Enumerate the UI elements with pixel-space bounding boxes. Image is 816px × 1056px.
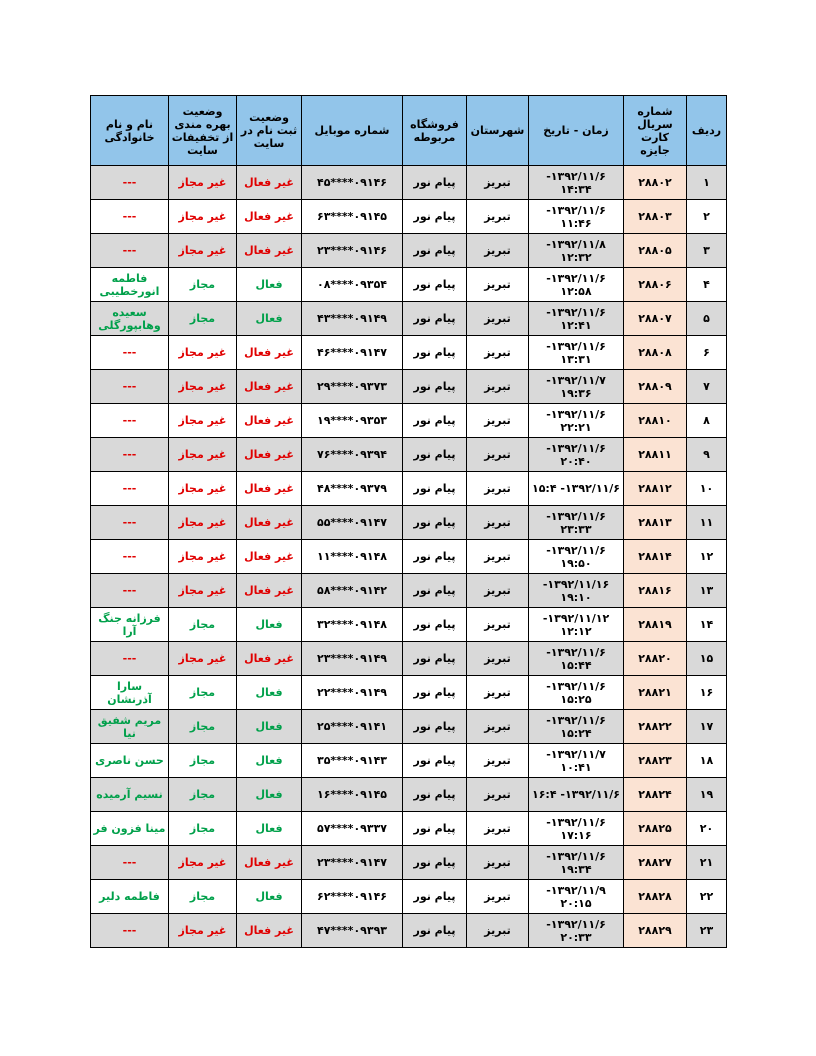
cell-row-number: ۱۵ — [687, 642, 727, 676]
prize-card-table — [90, 95, 727, 948]
cell-serial: ۲۸۸۲۲ — [624, 710, 687, 744]
cell-row-number: ۲ — [687, 200, 727, 234]
cell-serial: ۲۸۸۱۴ — [624, 540, 687, 574]
cell-city: تبریز — [467, 506, 529, 540]
cell-mobile: ۰۹۱۴۵****۶۳ — [302, 200, 403, 234]
cell-serial: ۲۸۸۲۳ — [624, 744, 687, 778]
cell-serial: ۲۸۸۲۸ — [624, 880, 687, 914]
cell-store: پیام نور — [403, 404, 467, 438]
cell-row-number: ۱ — [687, 166, 727, 200]
cell-register-status: غیر فعال — [237, 472, 302, 506]
cell-register-status: غیر فعال — [237, 200, 302, 234]
table-row — [91, 438, 727, 472]
cell-benefit-status: غیر مجاز — [169, 166, 237, 200]
table-row — [91, 914, 727, 948]
cell-full-name: --- — [91, 506, 169, 540]
cell-benefit-status: غیر مجاز — [169, 472, 237, 506]
cell-mobile: ۰۹۱۴۳****۳۵ — [302, 744, 403, 778]
cell-register-status: فعال — [237, 302, 302, 336]
cell-mobile: ۰۹۱۴۶****۴۵ — [302, 166, 403, 200]
cell-mobile: ۰۹۱۴۸****۱۱ — [302, 540, 403, 574]
cell-register-status: غیر فعال — [237, 540, 302, 574]
cell-register-status: غیر فعال — [237, 506, 302, 540]
cell-mobile: ۰۹۳۳۷****۵۷ — [302, 812, 403, 846]
cell-store: پیام نور — [403, 540, 467, 574]
table-row — [91, 608, 727, 642]
cell-serial: ۲۸۸۰۵ — [624, 234, 687, 268]
cell-datetime: ۱۳۹۲/۱۱/۶- ۱۹:۵۰ — [529, 540, 624, 574]
cell-store: پیام نور — [403, 812, 467, 846]
cell-store: پیام نور — [403, 200, 467, 234]
cell-serial: ۲۸۸۱۰ — [624, 404, 687, 438]
cell-row-number: ۶ — [687, 336, 727, 370]
cell-row-number: ۱۹ — [687, 778, 727, 812]
cell-register-status: غیر فعال — [237, 404, 302, 438]
cell-benefit-status: غیر مجاز — [169, 200, 237, 234]
cell-register-status: غیر فعال — [237, 914, 302, 948]
cell-datetime: ۱۳۹۲/۱۱/۶- ۱۶:۴ — [529, 778, 624, 812]
cell-register-status: فعال — [237, 812, 302, 846]
cell-store: پیام نور — [403, 676, 467, 710]
table-row — [91, 268, 727, 302]
cell-benefit-status: غیر مجاز — [169, 438, 237, 472]
cell-benefit-status: مجاز — [169, 812, 237, 846]
cell-datetime: ۱۳۹۲/۱۱/۶- ۱۵:۴ — [529, 472, 624, 506]
cell-full-name: --- — [91, 642, 169, 676]
cell-row-number: ۲۱ — [687, 846, 727, 880]
cell-serial: ۲۸۸۲۵ — [624, 812, 687, 846]
cell-store: پیام نور — [403, 302, 467, 336]
cell-city: تبریز — [467, 438, 529, 472]
cell-full-name: نسیم آرمیده — [91, 778, 169, 812]
cell-city: تبریز — [467, 744, 529, 778]
cell-benefit-status: مجاز — [169, 302, 237, 336]
cell-row-number: ۱۸ — [687, 744, 727, 778]
cell-full-name: --- — [91, 914, 169, 948]
cell-benefit-status: غیر مجاز — [169, 574, 237, 608]
cell-benefit-status: غیر مجاز — [169, 234, 237, 268]
cell-mobile: ۰۹۱۴۷****۲۳ — [302, 846, 403, 880]
cell-register-status: غیر فعال — [237, 846, 302, 880]
cell-serial: ۲۸۸۰۷ — [624, 302, 687, 336]
cell-datetime: ۱۳۹۲/۱۱/۶- ۲۰:۴۰ — [529, 438, 624, 472]
cell-store: پیام نور — [403, 914, 467, 948]
cell-benefit-status: مجاز — [169, 676, 237, 710]
cell-benefit-status: مجاز — [169, 710, 237, 744]
cell-register-status: فعال — [237, 676, 302, 710]
cell-row-number: ۲۲ — [687, 880, 727, 914]
table-row — [91, 302, 727, 336]
cell-full-name: --- — [91, 234, 169, 268]
cell-city: تبریز — [467, 778, 529, 812]
cell-datetime: ۱۳۹۲/۱۱/۶- ۱۱:۴۶ — [529, 200, 624, 234]
cell-mobile: ۰۹۱۴۲****۵۸ — [302, 574, 403, 608]
header-mobile: شماره موبایل — [302, 96, 403, 166]
header-city: شهرستان — [467, 96, 529, 166]
table-header-row — [91, 96, 727, 166]
cell-register-status: غیر فعال — [237, 234, 302, 268]
cell-row-number: ۸ — [687, 404, 727, 438]
cell-datetime: ۱۳۹۲/۱۱/۶- ۲۲:۲۱ — [529, 404, 624, 438]
cell-store: پیام نور — [403, 268, 467, 302]
cell-row-number: ۲۰ — [687, 812, 727, 846]
cell-row-number: ۱۴ — [687, 608, 727, 642]
cell-store: پیام نور — [403, 778, 467, 812]
cell-datetime: ۱۳۹۲/۱۱/۶- ۲۰:۳۳ — [529, 914, 624, 948]
table-body — [91, 166, 727, 948]
header-full-name: نام و نام خانوادگی — [91, 96, 169, 166]
cell-city: تبریز — [467, 710, 529, 744]
cell-full-name: --- — [91, 846, 169, 880]
cell-datetime: ۱۳۹۲/۱۱/۷- ۱۰:۴۱ — [529, 744, 624, 778]
cell-benefit-status: غیر مجاز — [169, 540, 237, 574]
cell-benefit-status: مجاز — [169, 744, 237, 778]
cell-full-name: فرزانه جنگ آرا — [91, 608, 169, 642]
cell-full-name: حسن ناصری — [91, 744, 169, 778]
cell-register-status: غیر فعال — [237, 438, 302, 472]
cell-datetime: ۱۳۹۲/۱۱/۶- ۱۲:۵۸ — [529, 268, 624, 302]
cell-store: پیام نور — [403, 370, 467, 404]
cell-datetime: ۱۳۹۲/۱۱/۶- ۱۵:۴۴ — [529, 642, 624, 676]
table-row — [91, 234, 727, 268]
cell-benefit-status: غیر مجاز — [169, 336, 237, 370]
cell-register-status: فعال — [237, 778, 302, 812]
cell-store: پیام نور — [403, 608, 467, 642]
table-row — [91, 846, 727, 880]
table-row — [91, 506, 727, 540]
cell-register-status: فعال — [237, 710, 302, 744]
table-row — [91, 880, 727, 914]
table-row — [91, 472, 727, 506]
cell-row-number: ۹ — [687, 438, 727, 472]
cell-datetime: ۱۳۹۲/۱۱/۸- ۱۲:۳۲ — [529, 234, 624, 268]
cell-benefit-status: مجاز — [169, 778, 237, 812]
cell-serial: ۲۸۸۰۶ — [624, 268, 687, 302]
cell-city: تبریز — [467, 540, 529, 574]
cell-mobile: ۰۹۱۴۶****۶۲ — [302, 880, 403, 914]
table-row — [91, 574, 727, 608]
cell-datetime: ۱۳۹۲/۱۱/۱۶- ۱۹:۱۰ — [529, 574, 624, 608]
cell-city: تبریز — [467, 812, 529, 846]
cell-serial: ۲۸۸۱۶ — [624, 574, 687, 608]
table-row — [91, 676, 727, 710]
cell-full-name: --- — [91, 438, 169, 472]
cell-city: تبریز — [467, 608, 529, 642]
table-row — [91, 200, 727, 234]
header-datetime: زمان - تاریخ — [529, 96, 624, 166]
cell-serial: ۲۸۸۰۲ — [624, 166, 687, 200]
cell-benefit-status: غیر مجاز — [169, 506, 237, 540]
cell-register-status: فعال — [237, 744, 302, 778]
cell-benefit-status: مجاز — [169, 880, 237, 914]
header-store: فروشگاه مربوطه — [403, 96, 467, 166]
cell-row-number: ۳ — [687, 234, 727, 268]
cell-city: تبریز — [467, 574, 529, 608]
cell-full-name: سارا آذرنشان — [91, 676, 169, 710]
cell-full-name: --- — [91, 472, 169, 506]
cell-row-number: ۵ — [687, 302, 727, 336]
cell-store: پیام نور — [403, 472, 467, 506]
cell-datetime: ۱۳۹۲/۱۱/۹- ۲۰:۱۵ — [529, 880, 624, 914]
cell-row-number: ۱۲ — [687, 540, 727, 574]
cell-store: پیام نور — [403, 234, 467, 268]
cell-city: تبریز — [467, 404, 529, 438]
table-row — [91, 778, 727, 812]
cell-datetime: ۱۳۹۲/۱۱/۶- ۱۳:۳۱ — [529, 336, 624, 370]
cell-serial: ۲۸۸۰۸ — [624, 336, 687, 370]
cell-row-number: ۱۱ — [687, 506, 727, 540]
cell-datetime: ۱۳۹۲/۱۱/۱۲- ۱۲:۱۲ — [529, 608, 624, 642]
header-register-status: وضعیت ثبت نام در سایت — [237, 96, 302, 166]
table-row — [91, 404, 727, 438]
table-row — [91, 710, 727, 744]
cell-serial: ۲۸۸۱۲ — [624, 472, 687, 506]
cell-serial: ۲۸۸۱۱ — [624, 438, 687, 472]
cell-serial: ۲۸۸۲۰ — [624, 642, 687, 676]
cell-city: تبریز — [467, 642, 529, 676]
cell-store: پیام نور — [403, 710, 467, 744]
cell-datetime: ۱۳۹۲/۱۱/۶- ۱۴:۳۴ — [529, 166, 624, 200]
cell-serial: ۲۸۸۰۳ — [624, 200, 687, 234]
table-row — [91, 744, 727, 778]
cell-mobile: ۰۹۳۷۹****۴۸ — [302, 472, 403, 506]
cell-city: تبریز — [467, 846, 529, 880]
cell-city: تبریز — [467, 472, 529, 506]
cell-serial: ۲۸۸۲۴ — [624, 778, 687, 812]
cell-mobile: ۰۹۱۴۹****۲۳ — [302, 642, 403, 676]
cell-city: تبریز — [467, 200, 529, 234]
cell-store: پیام نور — [403, 336, 467, 370]
prize-card-table-sheet — [90, 95, 726, 948]
header-row-number: ردیف — [687, 96, 727, 166]
cell-mobile: ۰۹۱۴۷****۵۵ — [302, 506, 403, 540]
cell-full-name: فاطمه دلیر — [91, 880, 169, 914]
cell-store: پیام نور — [403, 642, 467, 676]
cell-mobile: ۰۹۱۴۷****۴۶ — [302, 336, 403, 370]
cell-register-status: غیر فعال — [237, 370, 302, 404]
cell-register-status: فعال — [237, 880, 302, 914]
cell-register-status: غیر فعال — [237, 336, 302, 370]
cell-city: تبریز — [467, 336, 529, 370]
cell-store: پیام نور — [403, 744, 467, 778]
cell-city: تبریز — [467, 676, 529, 710]
cell-row-number: ۱۰ — [687, 472, 727, 506]
cell-benefit-status: غیر مجاز — [169, 370, 237, 404]
cell-store: پیام نور — [403, 438, 467, 472]
cell-benefit-status: غیر مجاز — [169, 846, 237, 880]
cell-datetime: ۱۳۹۲/۱۱/۶- ۱۷:۱۶ — [529, 812, 624, 846]
cell-full-name: سعیده وهابپورگلی — [91, 302, 169, 336]
cell-mobile: ۰۹۱۴۹****۲۲ — [302, 676, 403, 710]
cell-mobile: ۰۹۱۴۱****۲۵ — [302, 710, 403, 744]
cell-full-name: --- — [91, 574, 169, 608]
cell-datetime: ۱۳۹۲/۱۱/۶- ۱۹:۳۴ — [529, 846, 624, 880]
cell-full-name: --- — [91, 540, 169, 574]
cell-full-name: --- — [91, 166, 169, 200]
cell-full-name: --- — [91, 404, 169, 438]
cell-full-name: --- — [91, 200, 169, 234]
header-benefit-status: وضعیت بهره مندی از تخفیفات سایت — [169, 96, 237, 166]
cell-benefit-status: غیر مجاز — [169, 642, 237, 676]
cell-serial: ۲۸۸۱۹ — [624, 608, 687, 642]
cell-datetime: ۱۳۹۲/۱۱/۶- ۱۵:۲۵ — [529, 676, 624, 710]
table-row — [91, 370, 727, 404]
table-row — [91, 540, 727, 574]
cell-register-status: غیر فعال — [237, 166, 302, 200]
table-row — [91, 336, 727, 370]
cell-store: پیام نور — [403, 880, 467, 914]
cell-row-number: ۴ — [687, 268, 727, 302]
cell-city: تبریز — [467, 234, 529, 268]
cell-mobile: ۰۹۱۴۵****۱۶ — [302, 778, 403, 812]
cell-row-number: ۷ — [687, 370, 727, 404]
cell-benefit-status: مجاز — [169, 268, 237, 302]
cell-datetime: ۱۳۹۲/۱۱/۶- ۲۳:۳۳ — [529, 506, 624, 540]
cell-mobile: ۰۹۱۴۹****۴۳ — [302, 302, 403, 336]
cell-full-name: مینا فزون فر — [91, 812, 169, 846]
cell-benefit-status: مجاز — [169, 608, 237, 642]
cell-store: پیام نور — [403, 846, 467, 880]
cell-benefit-status: غیر مجاز — [169, 404, 237, 438]
table-row — [91, 642, 727, 676]
cell-city: تبریز — [467, 268, 529, 302]
cell-datetime: ۱۳۹۲/۱۱/۷- ۱۹:۳۶ — [529, 370, 624, 404]
cell-mobile: ۰۹۳۹۳****۴۷ — [302, 914, 403, 948]
cell-full-name: --- — [91, 370, 169, 404]
cell-row-number: ۱۷ — [687, 710, 727, 744]
cell-city: تبریز — [467, 880, 529, 914]
cell-city: تبریز — [467, 166, 529, 200]
cell-register-status: غیر فعال — [237, 642, 302, 676]
table-row — [91, 166, 727, 200]
cell-mobile: ۰۹۱۴۶****۲۳ — [302, 234, 403, 268]
cell-datetime: ۱۳۹۲/۱۱/۶- ۱۵:۲۴ — [529, 710, 624, 744]
header-serial: شماره سریال کارت جایزه — [624, 96, 687, 166]
cell-mobile: ۰۹۳۵۴****۰۸ — [302, 268, 403, 302]
cell-datetime: ۱۳۹۲/۱۱/۶- ۱۲:۴۱ — [529, 302, 624, 336]
cell-city: تبریز — [467, 302, 529, 336]
table-row — [91, 812, 727, 846]
cell-register-status: غیر فعال — [237, 574, 302, 608]
cell-register-status: فعال — [237, 268, 302, 302]
cell-full-name: مریم شفیق نیا — [91, 710, 169, 744]
cell-register-status: فعال — [237, 608, 302, 642]
cell-row-number: ۱۶ — [687, 676, 727, 710]
cell-row-number: ۲۳ — [687, 914, 727, 948]
cell-mobile: ۰۹۱۴۸****۳۲ — [302, 608, 403, 642]
cell-city: تبریز — [467, 914, 529, 948]
cell-serial: ۲۸۸۰۹ — [624, 370, 687, 404]
cell-store: پیام نور — [403, 574, 467, 608]
cell-mobile: ۰۹۳۷۳****۲۹ — [302, 370, 403, 404]
cell-benefit-status: غیر مجاز — [169, 914, 237, 948]
cell-store: پیام نور — [403, 506, 467, 540]
cell-serial: ۲۸۸۱۳ — [624, 506, 687, 540]
cell-mobile: ۰۹۳۹۴****۷۶ — [302, 438, 403, 472]
cell-city: تبریز — [467, 370, 529, 404]
cell-serial: ۲۸۸۲۷ — [624, 846, 687, 880]
cell-mobile: ۰۹۳۵۳****۱۹ — [302, 404, 403, 438]
cell-serial: ۲۸۸۲۹ — [624, 914, 687, 948]
cell-serial: ۲۸۸۲۱ — [624, 676, 687, 710]
cell-full-name: --- — [91, 336, 169, 370]
cell-store: پیام نور — [403, 166, 467, 200]
cell-full-name: فاطمه انورخطیبی — [91, 268, 169, 302]
cell-row-number: ۱۳ — [687, 574, 727, 608]
